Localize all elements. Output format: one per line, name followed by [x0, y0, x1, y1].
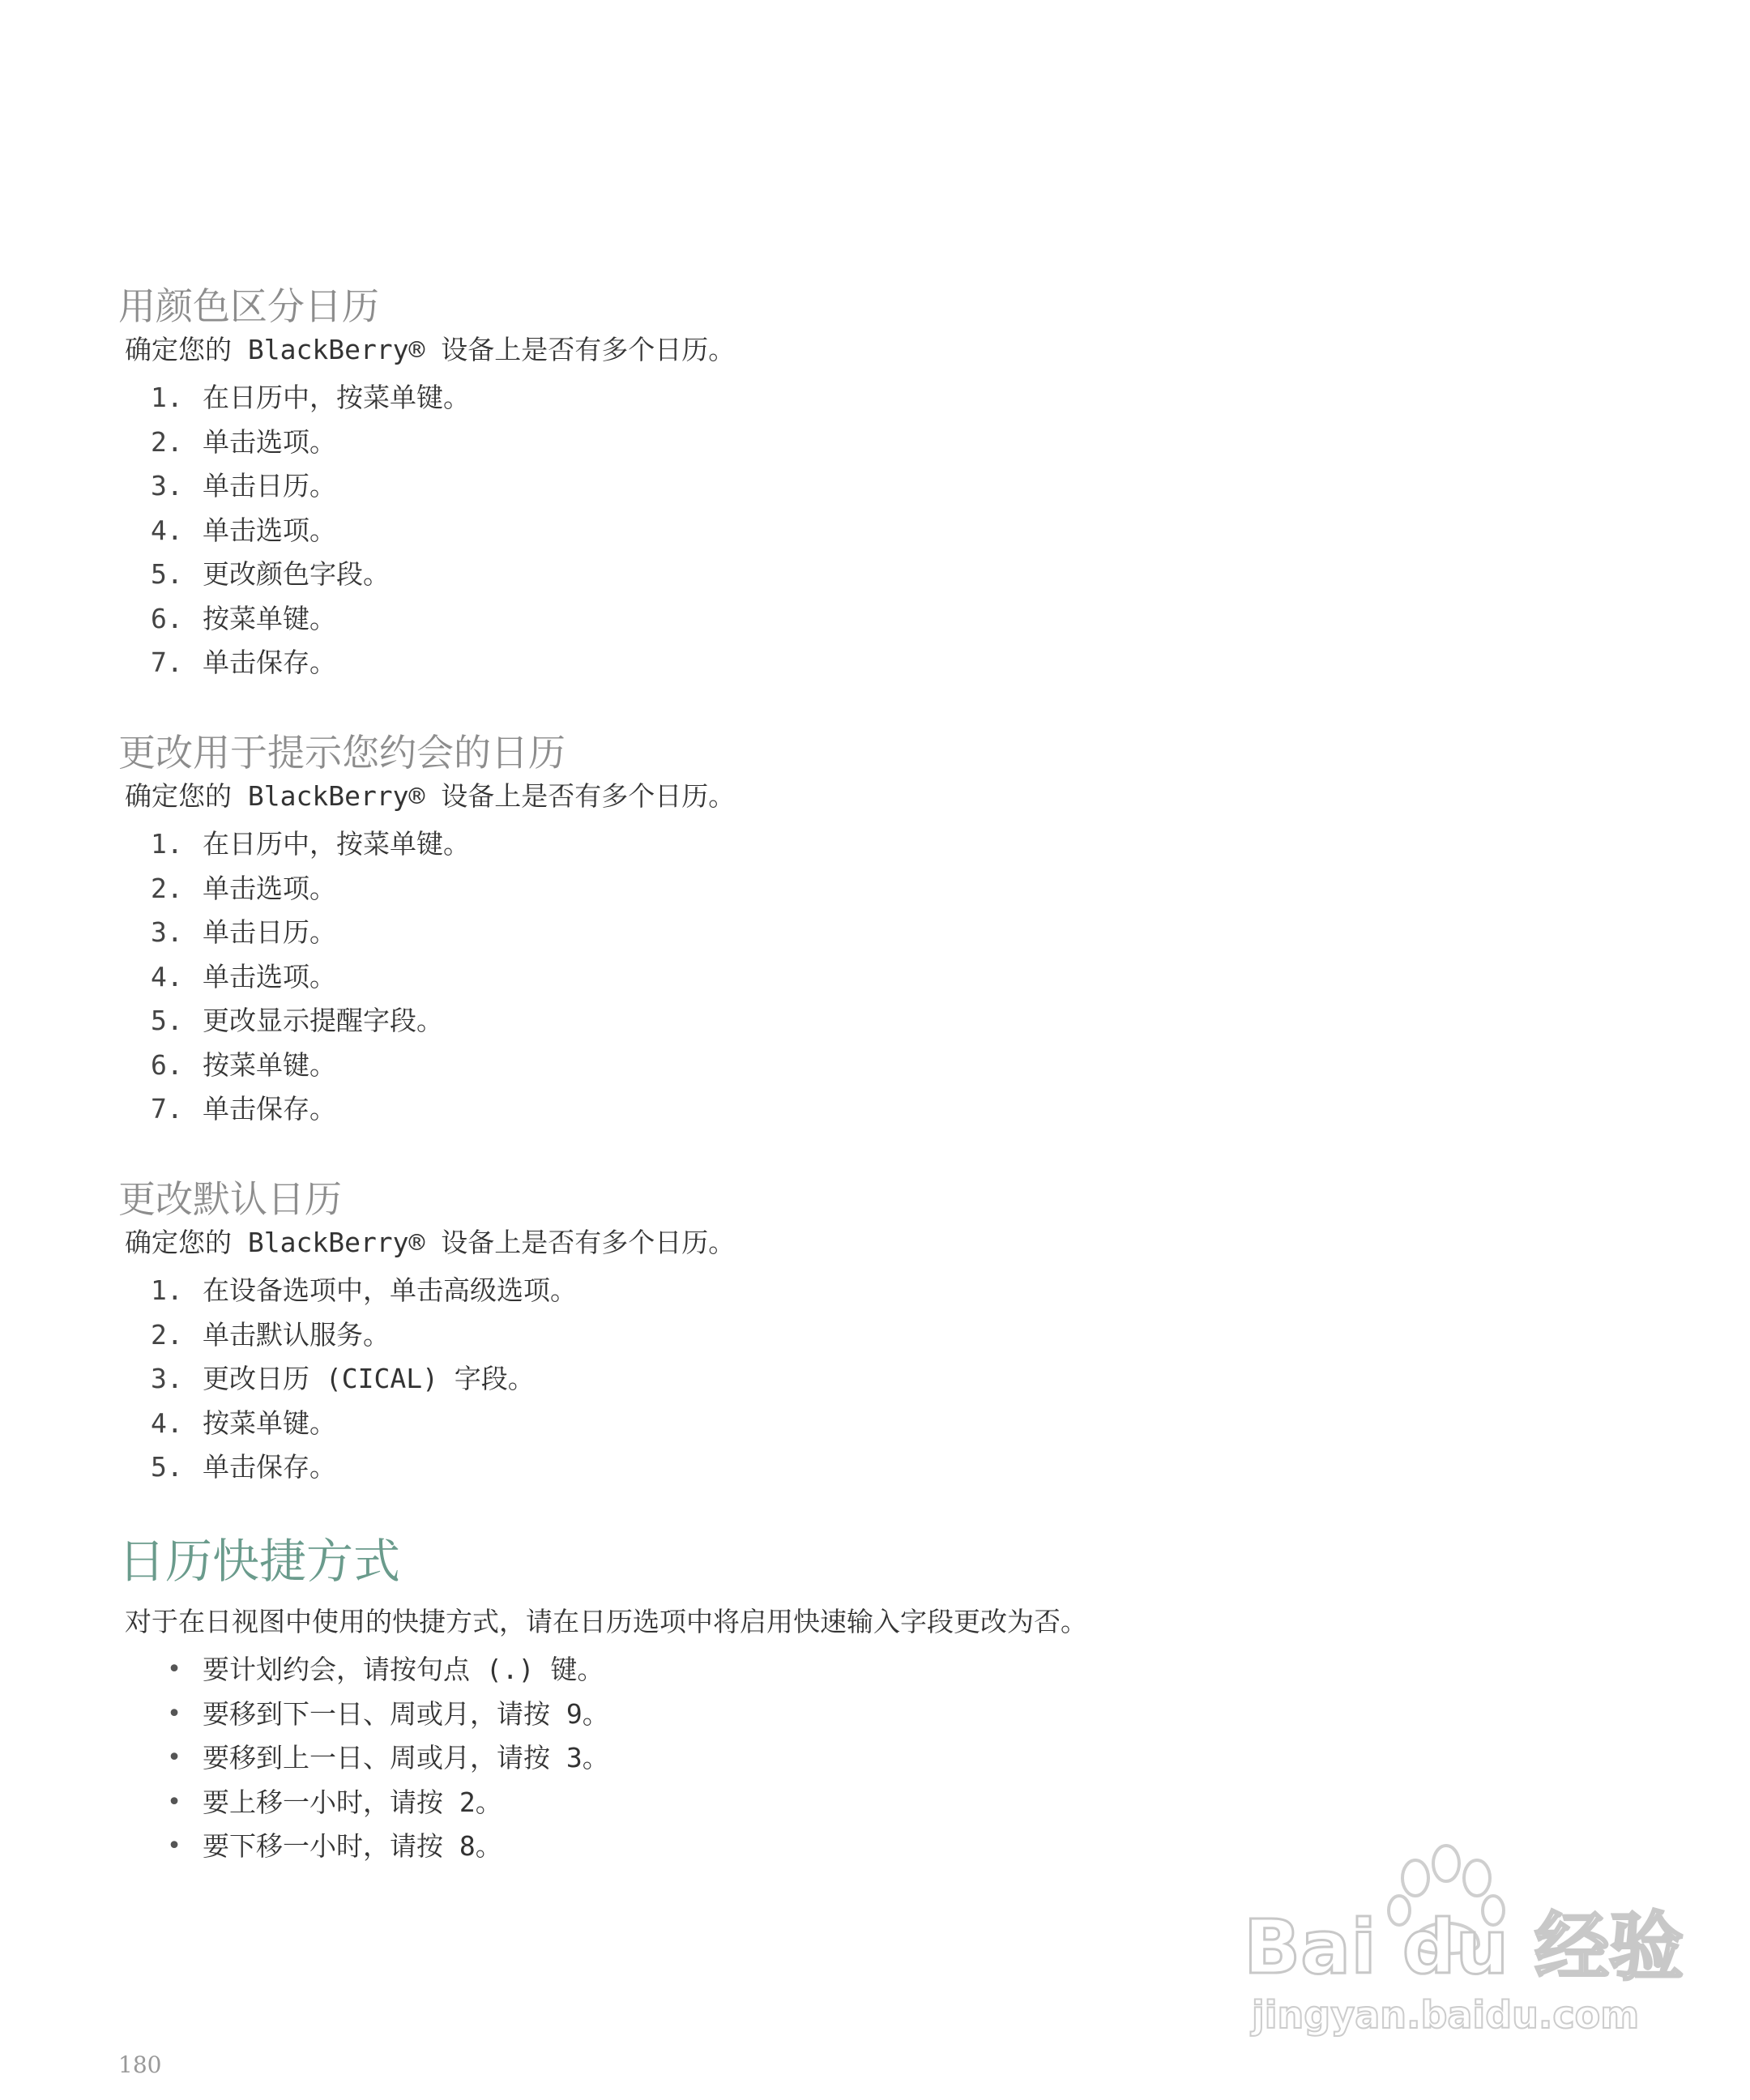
step-number: 7.: [151, 1093, 183, 1125]
step-number: 3.: [151, 470, 183, 502]
step-text: 按菜单键。: [203, 602, 336, 634]
bullet-text: 要移到上一日、周或月，请按 3。: [203, 1742, 609, 1773]
bullet-text: 要上移一小时，请按 2。: [203, 1786, 502, 1818]
step-text: 更改颜色字段。: [203, 558, 390, 590]
list-item: [118, 822, 1658, 867]
list-item: [118, 1648, 1658, 1692]
step-text: 单击选项。: [203, 514, 336, 546]
step-text: 在日历中，按菜单键。: [203, 382, 470, 413]
section-title: 更改默认日历: [118, 1177, 342, 1221]
list-item: [118, 867, 1658, 911]
step-list: [118, 376, 1658, 685]
list-item: [118, 1781, 1658, 1825]
page-number: 180: [118, 2051, 162, 2078]
section-intro: 确定您的 BlackBerry® 设备上是否有多个日历。: [125, 334, 736, 365]
list-item: [118, 420, 1658, 465]
bullet-text: 要计划约会，请按句点 (.) 键。: [203, 1654, 604, 1685]
section-intro: 确定您的 BlackBerry® 设备上是否有多个日历。: [125, 780, 736, 812]
section-title: 更改用于提示您约会的日历: [118, 731, 566, 775]
step-text: 单击选项。: [203, 960, 336, 992]
list-item: [118, 999, 1658, 1044]
step-number: 1.: [151, 828, 183, 860]
step-number: 4.: [151, 960, 183, 992]
step-text: 在日历中，按菜单键。: [203, 828, 470, 860]
list-item: [118, 464, 1658, 509]
chapter-title: 日历快捷方式: [118, 1534, 401, 1589]
step-text: 更改显示提醒字段。: [203, 1005, 443, 1036]
step-text: 按菜单键。: [203, 1406, 336, 1439]
step-number: 3.: [151, 1363, 183, 1394]
step-number: 5.: [151, 558, 183, 590]
step-text: 单击选项。: [203, 872, 336, 904]
section-reminder-calendar: [118, 727, 1658, 1132]
step-number: 2.: [151, 872, 183, 904]
step-text: 按菜单键。: [203, 1048, 336, 1081]
section-title: 用颜色区分日历: [118, 284, 379, 328]
list-item: [118, 641, 1658, 685]
step-number: 4.: [151, 514, 183, 546]
list-item: [118, 1269, 1658, 1313]
bullet-text: 要下移一小时，请按 8。: [203, 1830, 502, 1862]
section-calendar-shortcuts: [118, 1530, 1658, 1869]
list-item: [118, 1087, 1658, 1132]
section-intro: 确定您的 BlackBerry® 设备上是否有多个日历。: [125, 1227, 736, 1258]
step-number: 4.: [151, 1406, 183, 1439]
step-text: 单击保存。: [203, 1093, 336, 1125]
bullet-icon: •: [167, 1832, 182, 1860]
list-item: [118, 1692, 1658, 1737]
bullet-icon: •: [167, 1787, 182, 1816]
step-number: 6.: [151, 1048, 183, 1081]
list-item: [118, 911, 1658, 955]
baidu-watermark: [1244, 1839, 1684, 2050]
step-number: 3.: [151, 916, 183, 948]
section-intro: 对于在日视图中使用的快捷方式，请在日历选项中将启用快速输入字段更改为否。: [125, 1606, 1087, 1637]
step-text: 单击日历。: [203, 916, 336, 948]
step-text: 单击保存。: [203, 647, 336, 678]
watermark-site: jingyan.baidu.com: [1252, 1993, 1640, 2037]
step-number: 1.: [151, 382, 183, 413]
list-item: [118, 553, 1658, 597]
step-text: 单击日历。: [203, 470, 336, 502]
bullet-text: 要移到下一日、周或月，请按 9。: [203, 1697, 609, 1730]
step-number: 5.: [151, 1005, 183, 1036]
step-text: 单击默认服务。: [203, 1318, 390, 1351]
list-item: [118, 509, 1658, 553]
step-list: [118, 1269, 1658, 1490]
step-number: 5.: [151, 1451, 183, 1483]
step-list: [118, 822, 1658, 1132]
step-number: 7.: [151, 647, 183, 678]
bullet-icon: •: [167, 1699, 182, 1728]
section-color-calendars: [118, 280, 1658, 685]
list-item: [118, 1357, 1658, 1402]
list-item: [118, 955, 1658, 1000]
bullet-icon: •: [167, 1744, 182, 1772]
step-text: 单击选项。: [203, 425, 336, 458]
step-number: 2.: [151, 1318, 183, 1351]
step-number: 1.: [151, 1274, 183, 1306]
section-default-calendar: [118, 1173, 1658, 1490]
step-number: 6.: [151, 602, 183, 634]
step-number: 2.: [151, 425, 183, 458]
list-item: [118, 1736, 1658, 1781]
list-item: [118, 1044, 1658, 1088]
bullet-icon: •: [167, 1655, 182, 1684]
bullet-list: [118, 1648, 1658, 1869]
step-text: 更改日历 (CICAL) 字段。: [203, 1363, 535, 1394]
step-text: 在设备选项中，单击高级选项。: [203, 1274, 577, 1306]
list-item: [118, 376, 1658, 420]
watermark-brand: Bai du 经验: [1244, 1904, 1684, 1991]
list-item: [118, 1313, 1658, 1358]
list-item: [118, 1445, 1658, 1490]
list-item: [118, 597, 1658, 642]
step-text: 单击保存。: [203, 1451, 336, 1483]
list-item: [118, 1402, 1658, 1446]
